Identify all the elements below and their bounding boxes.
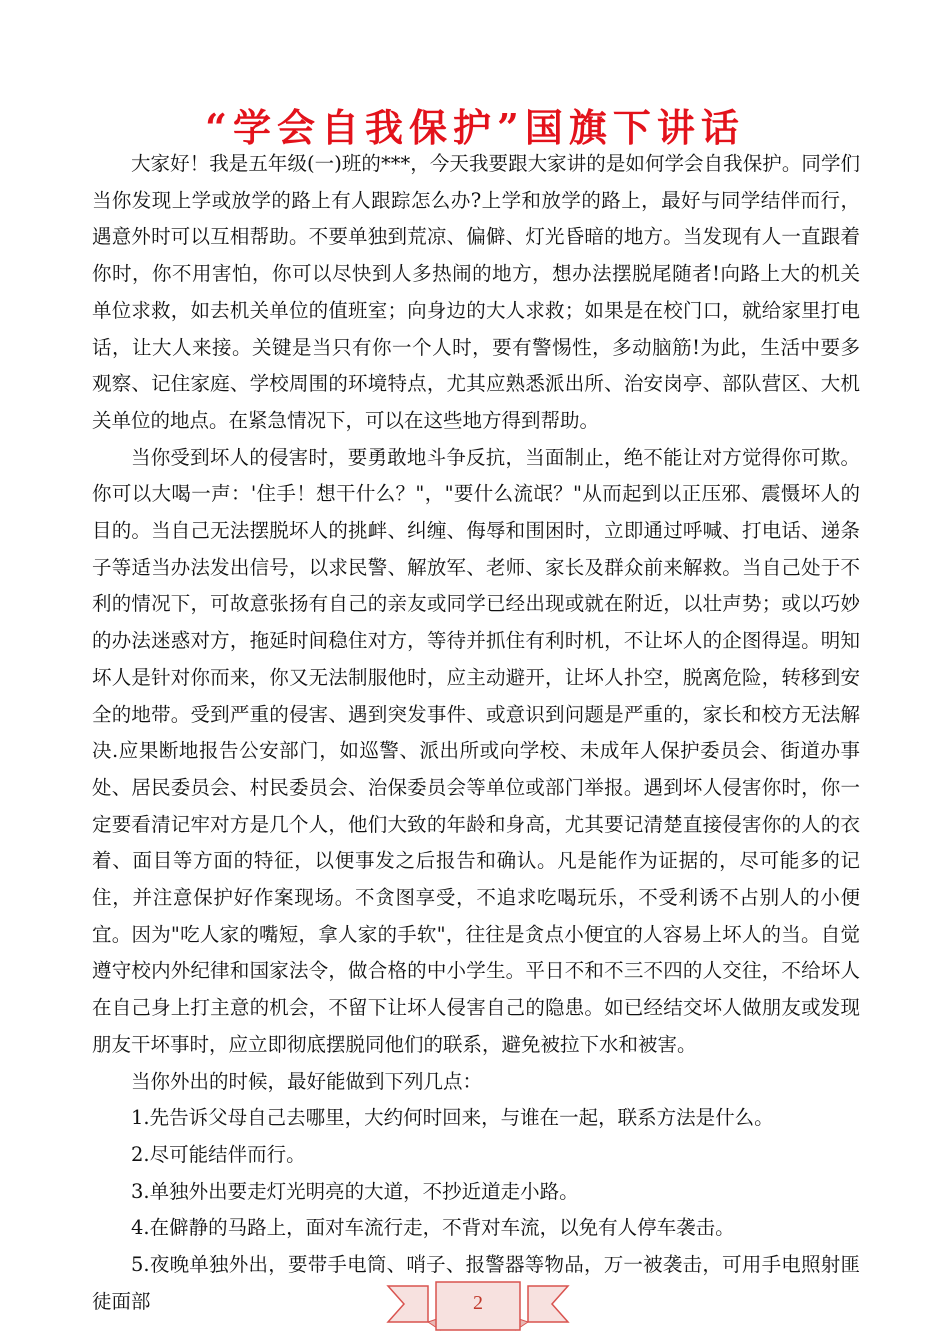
page-title: “学会自我保护”国旗下讲话 bbox=[205, 105, 745, 150]
list-item: 1.先告诉父母自己去哪里，大约何时回来，与谁在一起，联系方法是什么。 bbox=[131, 1106, 774, 1130]
list-item: 3.单独外出要走灯光明亮的大道，不抄近道走小路。 bbox=[131, 1179, 579, 1203]
document-body bbox=[92, 146, 860, 1321]
page-number-ribbon bbox=[378, 1278, 578, 1338]
paragraph-resist: 当你受到坏人的侵害时，要勇敢地斗争反抗，当面制止，绝不能让对方觉得你可欺。你可以大喝一声：'住手！想干什么？"，"要什么流氓？"从而起到以正压邪、震慑坏人的目的。当自己无法摆脱坏人的挑衅、纠缠、侮辱和围困时，立即通过呼喊、打电话、递条子等适当办法发出信号，以求民警、解放军、老师、家长及群众前来解救。当自己处于不利的情况下，可故意张扬有自己的亲友或同学已经出现或就在附近，以壮声势；或以巧妙的办法迷惑对方，拖延时间稳住对方，等待并抓住有利时机，不让坏人的企图得逞。明知坏人是针对你而来，你又无法制服他时，应主动避开，让坏人扑空，脱离危险，转移到安全的地带。受到严重的侵害、遇到突发事件、或意识到问题是严重的，家长和校方无法解决.应果断地报告公安部门，如巡警、派出所或向学校、未成年人保护委员会、街道办事处、居民委员会、村民委员会、治保委员会等单位或部门举报。遇到坏人侵害你时，你一定要看清记牢对方是几个人，他们大致的年龄和身高，尤其要记清楚直接侵害你的人的衣着、面目等方面的特征，以便事发之后报告和确认。凡是能作为证据的，尽可能多的记住，并注意保护好作案现场。不贪图享受，不追求吃喝玩乐，不受利诱不占别人的小便宜。因为"吃人家的嘴短，拿人家的手软"，往往是贪点小便宜的人容易上坏人的当。自觉遵守校内外纪律和国家法令，做合格的中小学生。平日不和不三不四的人交往，不给坏人在自己身上打主意的机会，不留下让坏人侵害自己的隐患。如已经结交坏人做朋友或发现朋友干坏事时，应立即彻底摆脱同他们的联系，避免被拉下水和被害。 bbox=[92, 445, 860, 1056]
list-item: 4.在僻静的马路上，面对车流行走，不背对车流，以免有人停车袭击。 bbox=[131, 1216, 735, 1240]
paragraph-outing-intro: 当你外出的时候，最好能做到下列几点： bbox=[131, 1069, 483, 1093]
page-number: 2 bbox=[473, 1292, 483, 1314]
list-item: 5.夜晚单独外出，要带手电筒、哨子、报警器等物品，万一被袭击，可用手电照射匪徒面部 bbox=[92, 1253, 860, 1313]
paragraph-intro: 大家好！我是五年级(一)班的***，今天我要跟大家讲的是如何学会自我保护。同学们当你发现上学或放学的路上有人跟踪怎么办?上学和放学的路上，最好与同学结伴而行，遇意外时可以互相帮助。不要单独到荒凉、偏僻、灯光昏暗的地方。当发现有人一直跟着你时，你不用害怕，你可以尽快到人多热闹的地方，想办法摆脱尾随者!向路上大的机关单位求救，如去机关单位的值班室；向身边的大人求救；如果是在校门口，就给家里打电话，让大人来接。关键是当只有你一个人时，要有警惕性，多动脑筋!为此，生活中要多观察、记住家庭、学校周围的环境特点，尤其应熟悉派出所、治安岗亭、部队营区、大机关单位的地点。在紧急情况下，可以在这些地方得到帮助。 bbox=[92, 152, 860, 432]
list-item: 2.尽可能结伴而行。 bbox=[131, 1142, 306, 1166]
